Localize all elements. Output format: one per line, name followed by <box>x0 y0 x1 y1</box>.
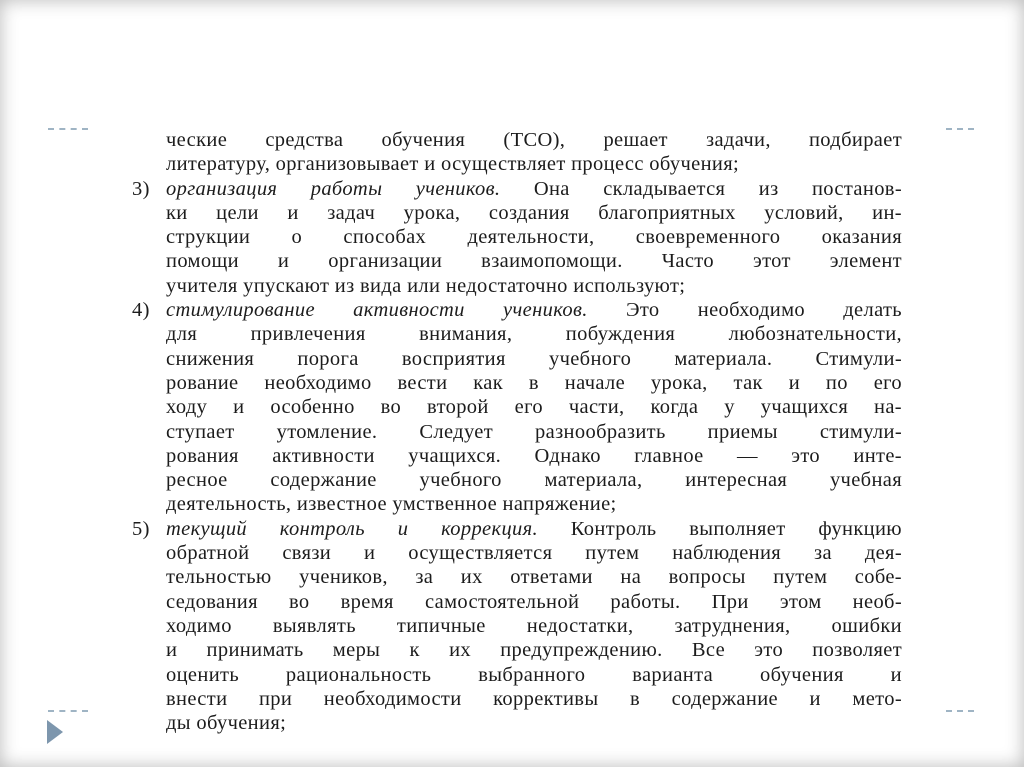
line-text: Контроль выполняет функцию <box>538 517 902 540</box>
play-arrow-icon[interactable] <box>47 720 63 744</box>
line-text: и принимать меры к их предупреждению. Все это позволяет <box>166 639 902 662</box>
text-line <box>132 590 902 614</box>
decorative-dash-top-left <box>48 128 88 130</box>
decorative-dash-top-right <box>946 128 974 130</box>
text-line <box>132 274 902 298</box>
line-text: помощи и организации взаимопомощи. Часто этот элемент <box>166 250 902 273</box>
line-text: литературу, организовывает и осуществляет процесс обучения; <box>166 153 740 176</box>
line-text: рования активности учащихся. Однако главное — это инте- <box>166 444 902 467</box>
line-text: Это необходимо делать <box>587 299 902 322</box>
text-line <box>132 492 902 516</box>
text-line <box>132 541 902 565</box>
line-text: Она складывается из постанов- <box>500 177 902 200</box>
text-line <box>132 152 902 176</box>
line-text: ресное содержание учебного материала, интересная учебная <box>166 469 902 492</box>
text-line <box>132 444 902 468</box>
text-line <box>132 638 902 662</box>
text-line <box>132 687 902 711</box>
text-line <box>132 420 902 444</box>
line-text: ды обучения; <box>166 712 287 735</box>
line-text: тельностью учеников, за их ответами на вопросы путем собе- <box>166 566 902 589</box>
text-line <box>132 249 902 273</box>
line-text: оценить рациональность выбранного варианта обучения и <box>166 663 902 686</box>
item-title: текущий контроль и коррекция. <box>166 517 538 540</box>
decorative-dash-bottom-left <box>48 710 88 712</box>
line-text: ходимо выявлять типичные недостатки, затруднения, ошибки <box>166 614 902 637</box>
text-line <box>132 517 902 541</box>
line-text: рование необходимо вести как в начале урока, так и по его <box>166 371 902 394</box>
text-line <box>132 322 902 346</box>
item-title: организация работы учеников. <box>166 177 501 200</box>
list-number: 4) <box>132 299 150 322</box>
text-line <box>132 201 902 225</box>
text-line <box>132 711 902 735</box>
text-line <box>132 128 902 152</box>
line-text: снижения порога восприятия учебного материала. Стимули- <box>166 347 902 370</box>
line-text: обратной связи и осуществляется путем наблюдения за дея- <box>166 542 902 565</box>
list-number: 3) <box>132 177 150 200</box>
text-line <box>132 347 902 371</box>
text-line <box>132 614 902 638</box>
line-text: ступает утомление. Следует разнообразить приемы стимули- <box>166 420 902 443</box>
text-line <box>132 225 902 249</box>
line-text: деятельность, известное умственное напряжение; <box>166 493 617 516</box>
line-text: ходу и особенно во второй его части, когда у учащихся на- <box>166 396 902 419</box>
list-number: 5) <box>132 517 150 540</box>
line-text: седования во время самостоятельной работы. При этом необ- <box>166 590 902 613</box>
line-text: для привлечения внимания, побуждения любознательности, <box>166 323 902 346</box>
text-line <box>132 663 902 687</box>
decorative-dash-bottom-right <box>946 710 974 712</box>
line-text: ческие средства обучения (ТСО), решает задачи, подбирает <box>166 129 902 151</box>
text-line <box>132 468 902 492</box>
text-line <box>132 565 902 589</box>
text-line <box>132 371 902 395</box>
line-text: учителя упускают из вида или недостаточно используют; <box>166 274 686 297</box>
line-text: ки цели и задач урока, создания благоприятных условий, ин- <box>166 201 902 224</box>
item-title: стимулирование активности учеников. <box>166 299 588 322</box>
text-line <box>132 177 902 201</box>
text-line <box>132 298 902 322</box>
line-text: струкции о способах деятельности, своевременного оказания <box>166 226 902 249</box>
line-text: внести при необходимости коррективы в содержание и мето- <box>166 687 902 710</box>
text-line <box>132 395 902 419</box>
document-page <box>132 128 902 735</box>
